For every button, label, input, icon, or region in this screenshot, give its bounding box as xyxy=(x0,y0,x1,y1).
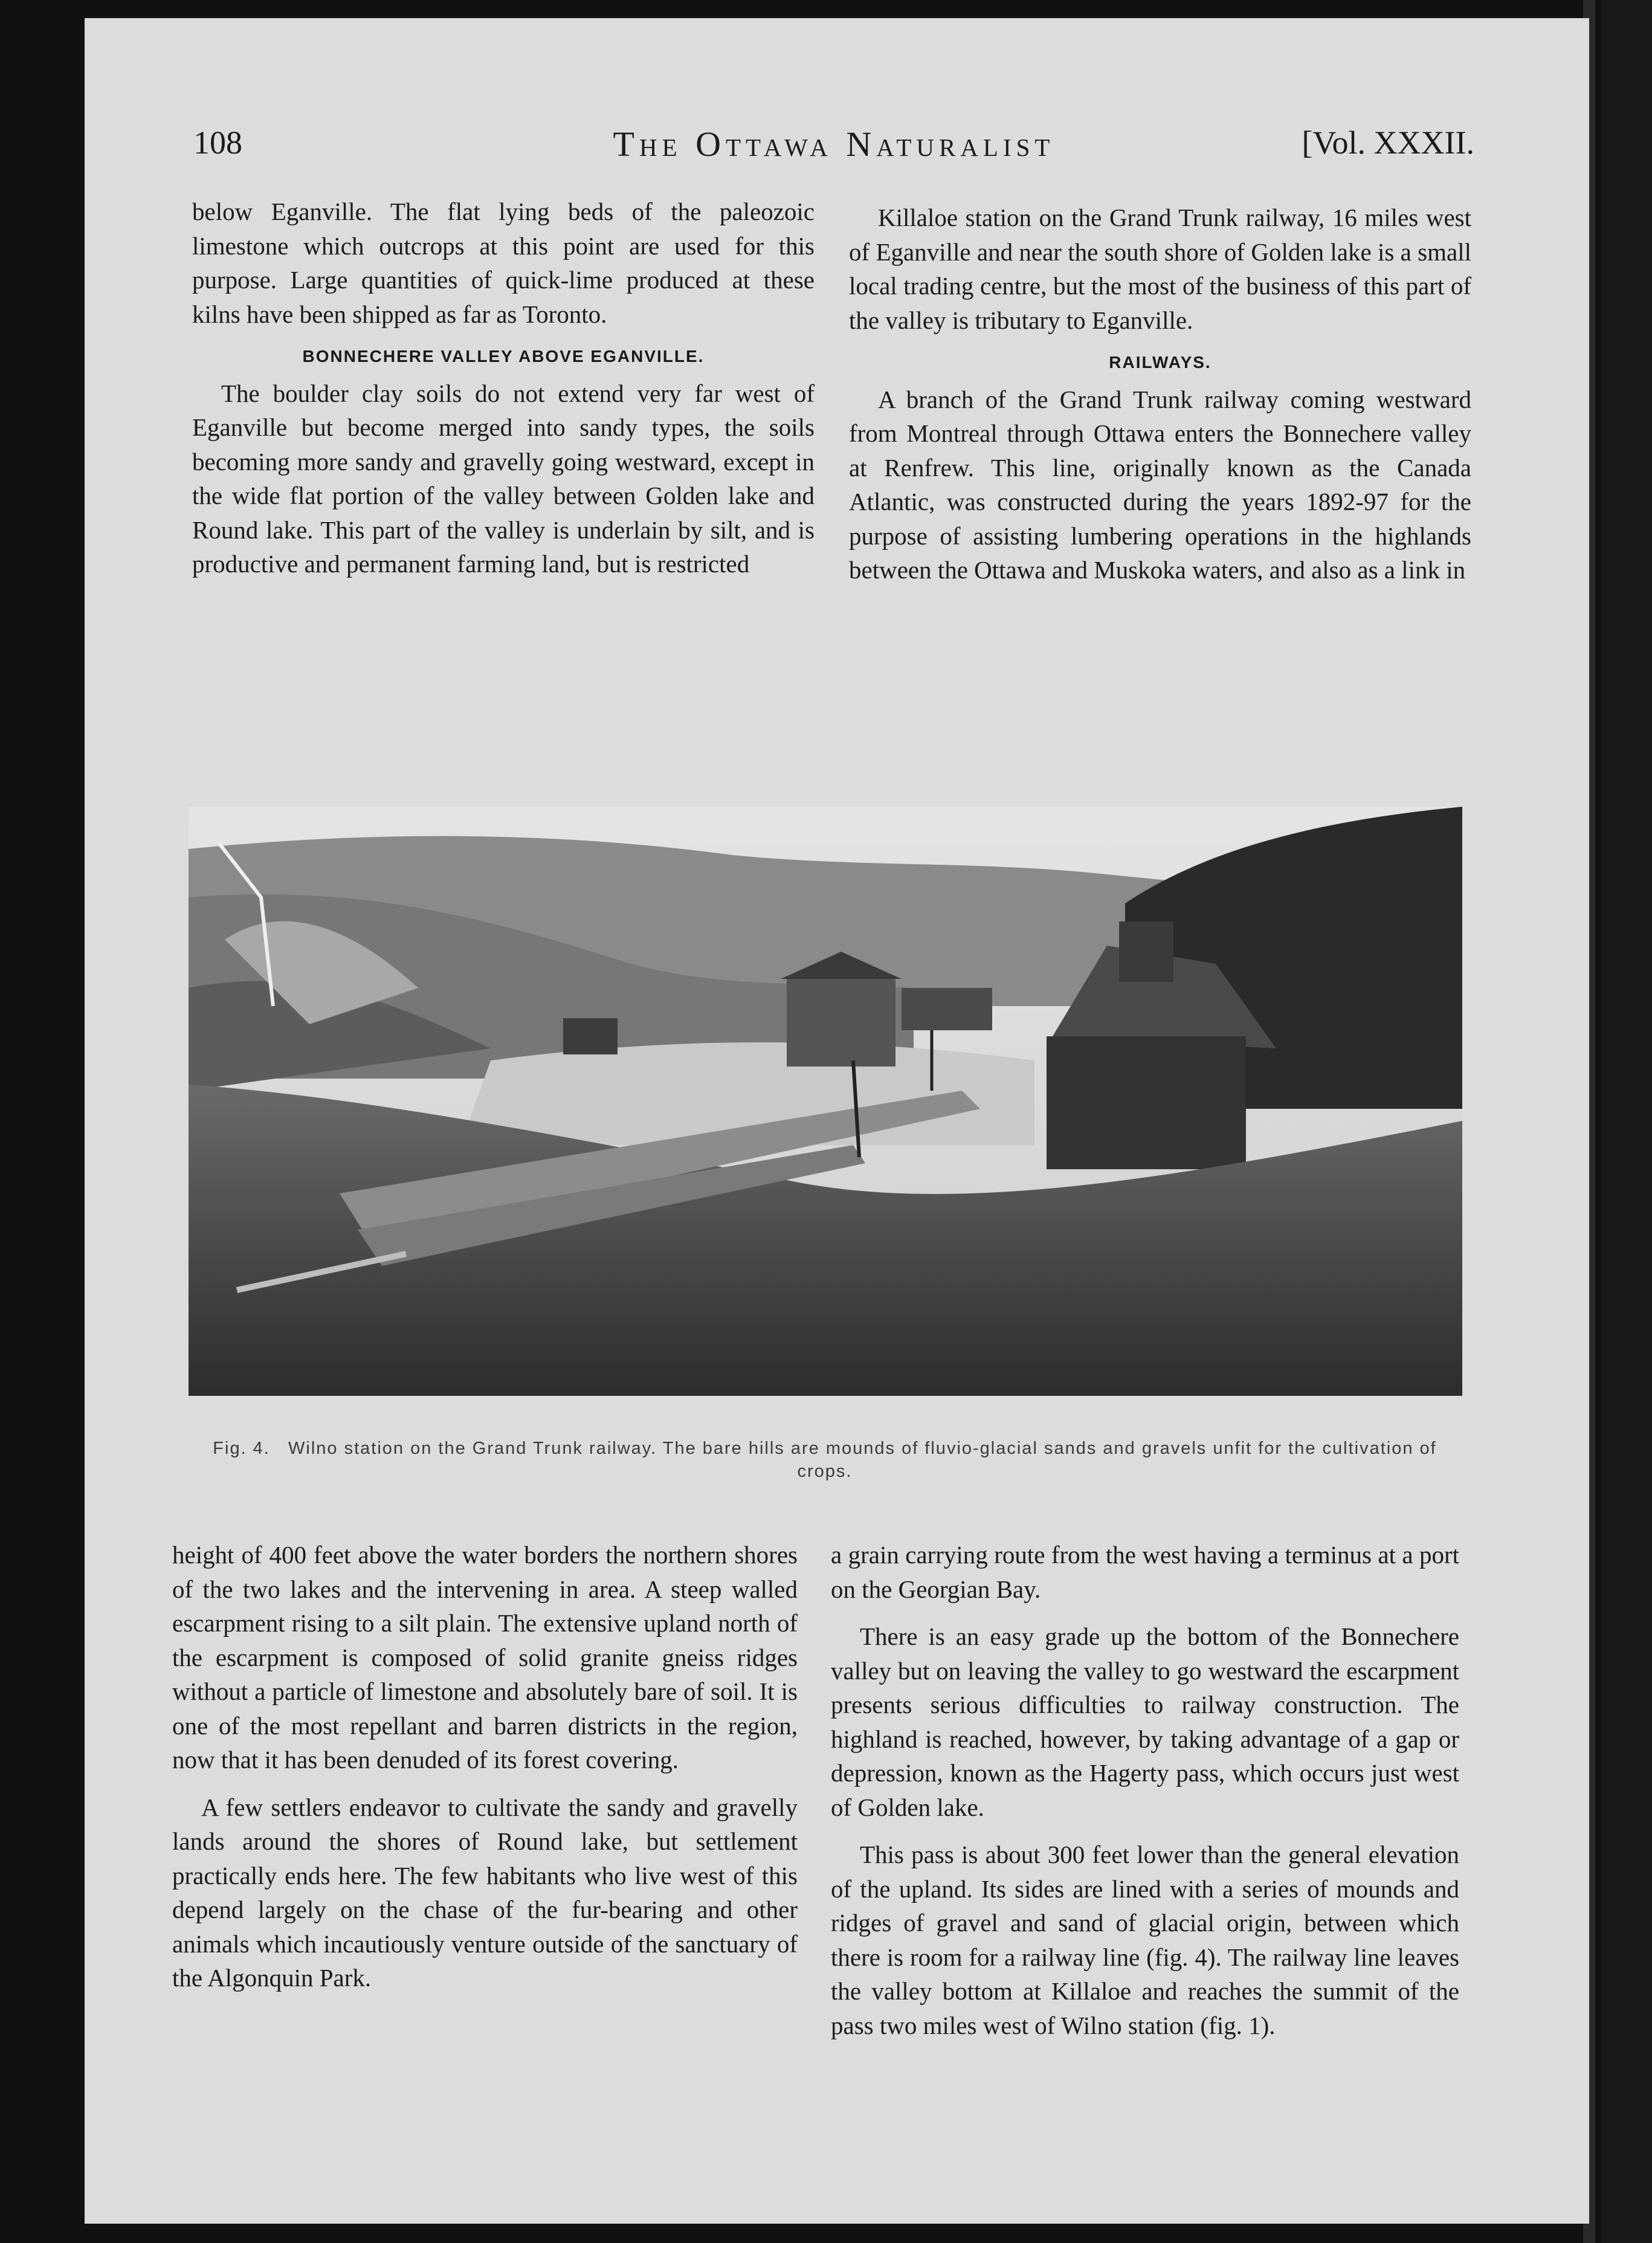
book-edge xyxy=(1601,0,1652,2243)
paragraph: The boulder clay soils do not extend very far west of Eganville but become merged into sandy types, the soils becoming more sandy and gravelly going westward, except in the wide flat portion of the valley between Golden lake and Round lake. This part of the valley is underlain by silt, and is productive and permanent farming land, but is restricted xyxy=(192,379,815,578)
section-heading: BONNECHERE VALLEY ABOVE EGANVILLE. xyxy=(302,347,705,366)
journal-title: The Ottawa Naturalist xyxy=(613,124,1055,164)
section-heading: RAILWAYS. xyxy=(1109,353,1212,372)
running-header xyxy=(193,124,1474,172)
figure-caption xyxy=(205,1437,1444,1483)
paragraph: A few settlers endeavor to cultivate the sandy and gravelly lands around the shores of Round lake, but settlement practically ends here. The few habitants who live west of this depend largely on the chase of the fur-bearing and other animals which incautiously venture outside of the sanctuary of the Algonquin Park. xyxy=(172,1793,798,1992)
figure-label: Fig. 4. xyxy=(213,1439,270,1458)
column-top-left xyxy=(192,195,815,581)
paragraph: This pass is about 300 feet lower than the general elevation of the upland. Its sides are lined with a series of mounds and ridges of gravel and sand of glacial origin, between which there is room for a railway line (fig. 4). The railway line leaves the valley bottom at Killaloe and reaches the summit of the pass two miles west of Wilno station (fig. 1). xyxy=(831,1841,1459,2039)
paragraph: height of 400 feet above the water borders the northern shores of the two lakes and the intervening in area. A steep walled escarpment rising to a silt plain. The extensive upland north of the escarpment is composed of solid granite gneiss ridges without a particle of limestone and absolutely bare of soil. It is one of the most repellant and barren districts in the region, now that it has been denuded of its forest covering. xyxy=(172,1541,798,1773)
column-bottom-left xyxy=(172,1538,798,1995)
column-top-right xyxy=(849,201,1471,587)
paragraph: Killaloe station on the Grand Trunk railway, 16 miles west of Eganville and near the south shore of Golden lake is a small local trading centre, but the most of the business of this part of the valley is tributary to Eganville. xyxy=(849,204,1471,334)
paragraph: There is an easy grade up the bottom of the Bonnechere valley but on leaving the valley to go westward the escarpment presents serious difficulties to railway construction. The highland is reached, however, by taking advantage of a gap or depression, known as the Hagerty pass, which occurs just west of Golden lake. xyxy=(831,1622,1459,1821)
page-number: 108 xyxy=(193,124,242,161)
volume-label: [Vol. XXXII. xyxy=(1302,124,1474,161)
figure-photo-wilno-station xyxy=(189,807,1462,1396)
paragraph: a grain carrying route from the west having a terminus at a port on the Georgian Bay. xyxy=(831,1541,1459,1603)
paragraph: below Eganville. The flat lying beds of the paleozoic limestone which outcrops at this point are used for this purpose. Large quantities of quick-lime produced at these kilns have been shipped as far as Toronto. xyxy=(192,198,815,328)
column-bottom-right xyxy=(831,1538,1459,2042)
paragraph: A branch of the Grand Trunk railway coming westward from Montreal through Ottawa enters the Bonnechere valley at Renfrew. This line, originally known as the Canada Atlantic, was constructed during the years 1892-97 for the purpose of assisting lumbering operations in the highlands between the Ottawa and Muskoka waters, and also as a link in xyxy=(849,385,1471,584)
figure-caption-text: Wilno station on the Grand Trunk railway. The bare hills are mounds of fluvio-glacial sands and gravels unfit for the cultivation of crops. xyxy=(288,1439,1437,1481)
